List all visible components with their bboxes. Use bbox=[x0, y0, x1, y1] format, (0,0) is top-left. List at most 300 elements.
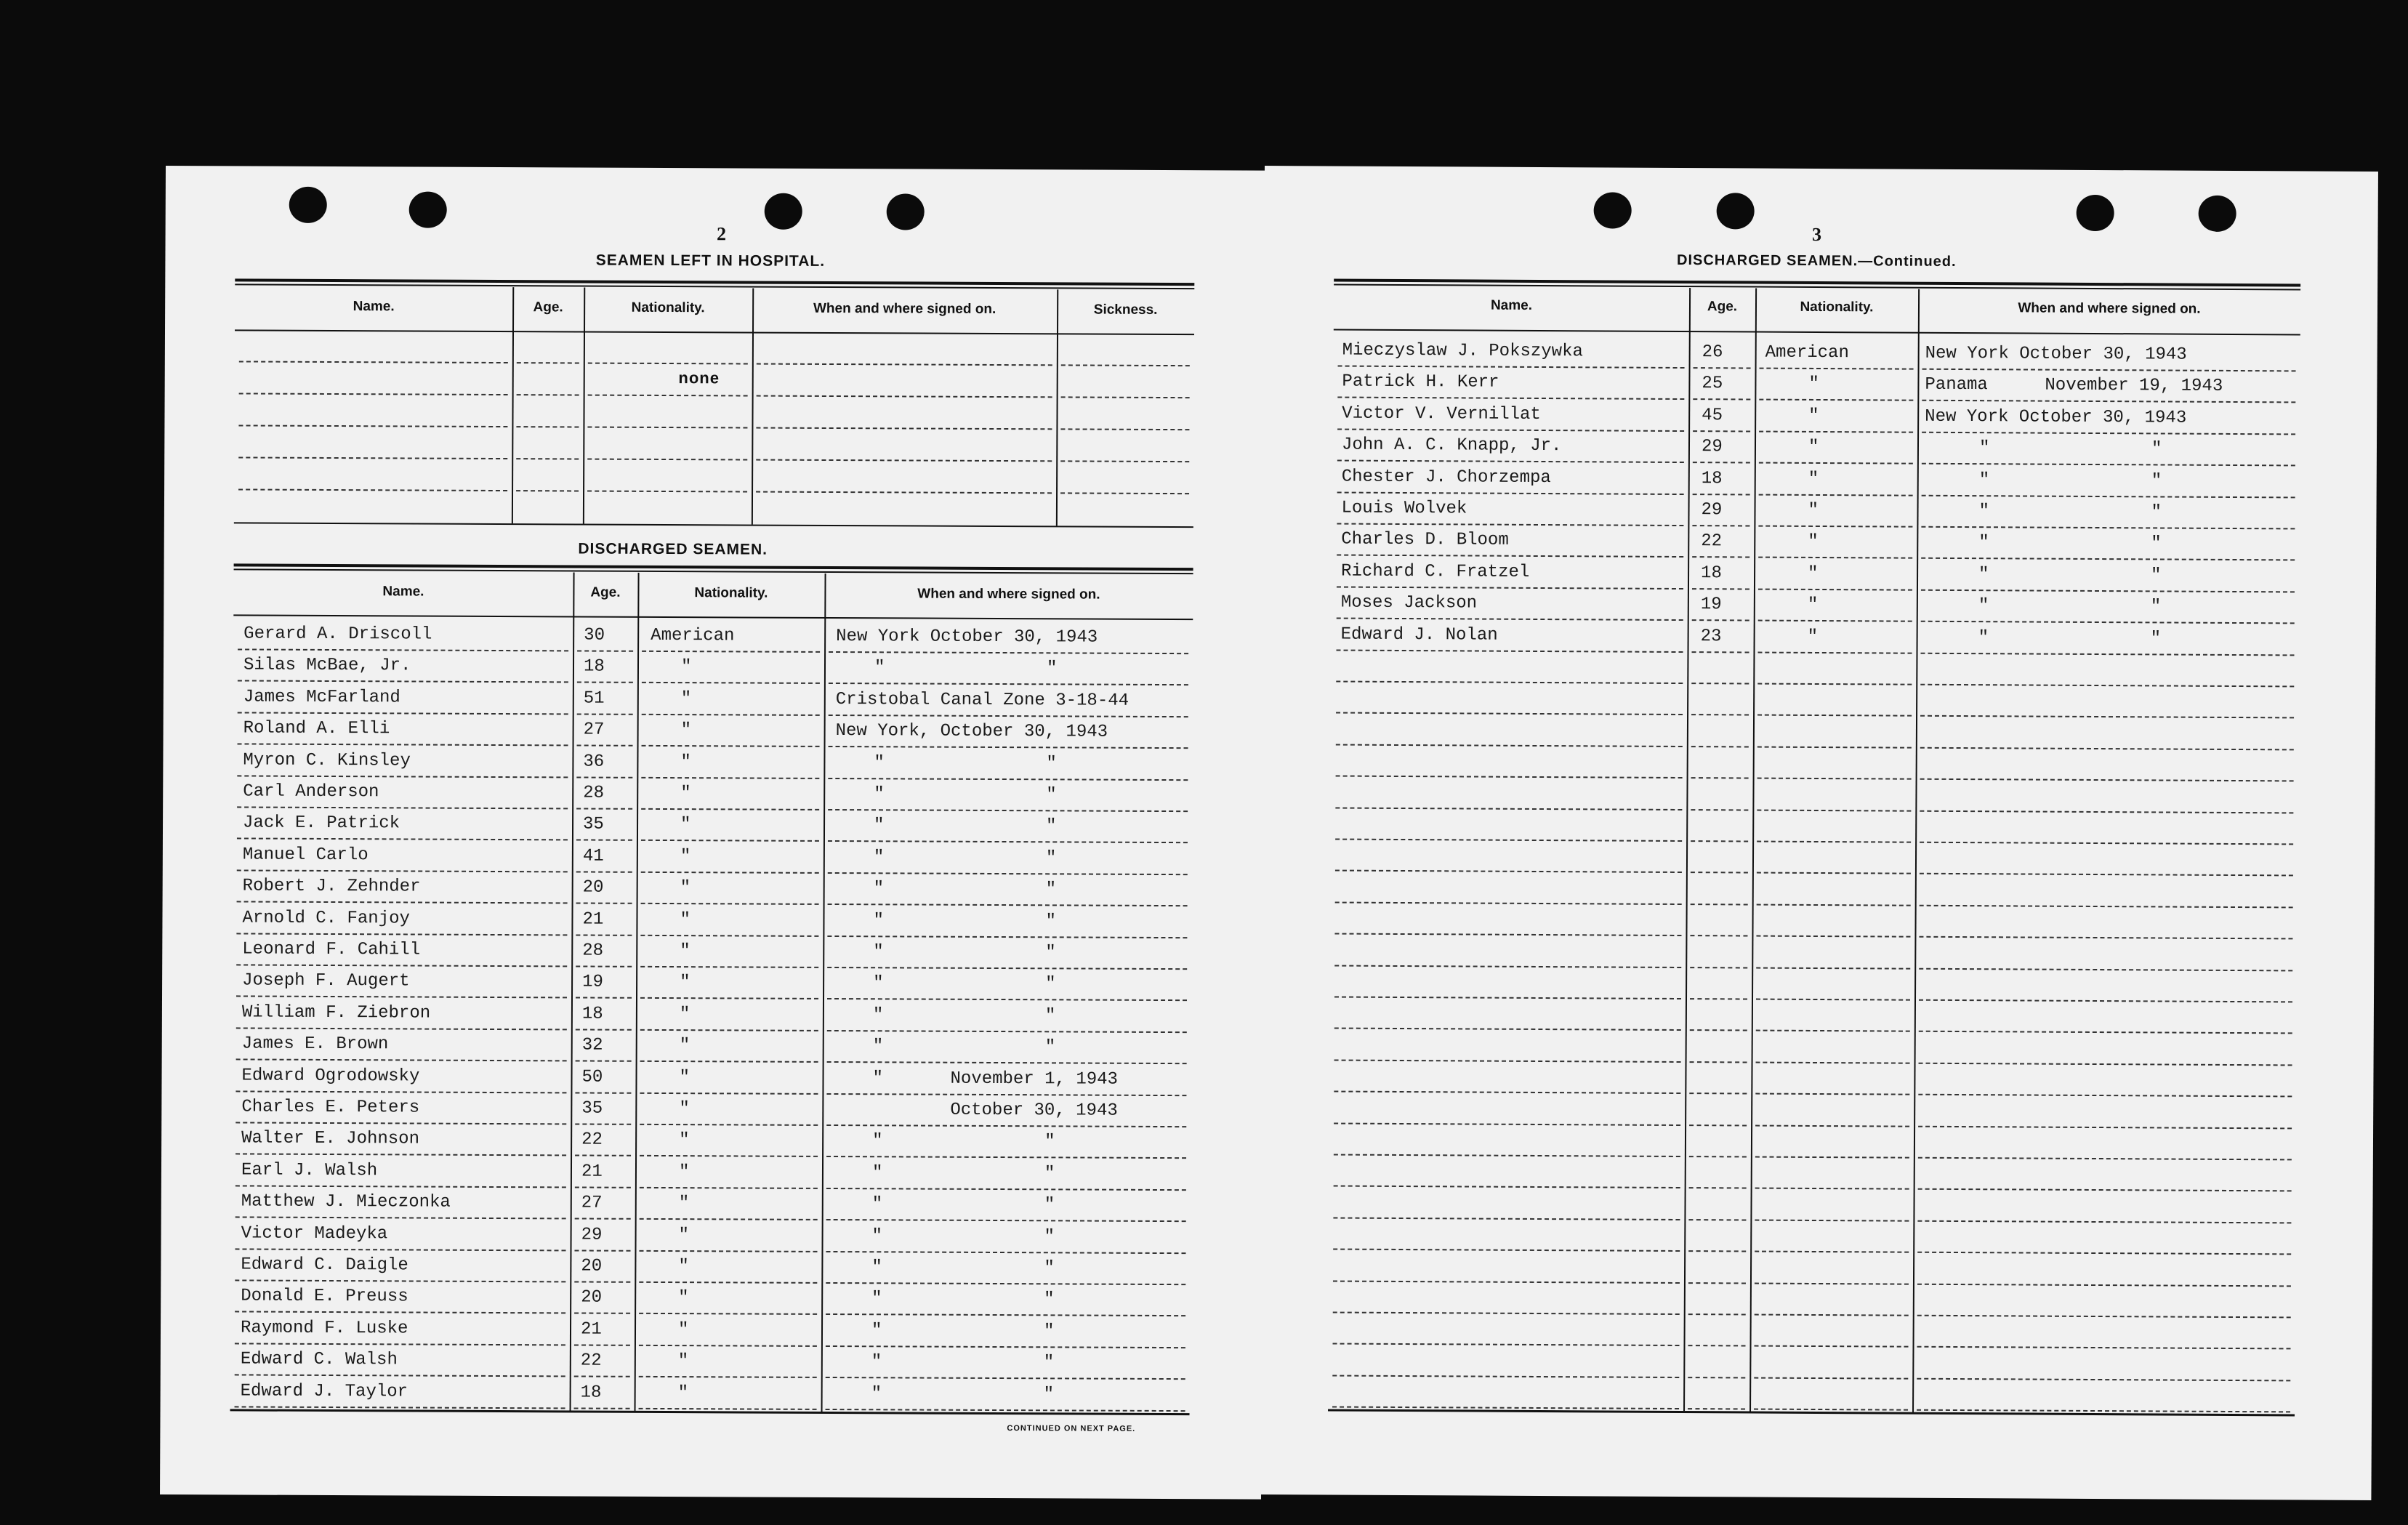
seaman-age: 21 bbox=[582, 909, 604, 930]
ruled-line bbox=[574, 1281, 630, 1282]
ruled-line bbox=[642, 682, 820, 684]
column-divider bbox=[821, 574, 826, 1412]
ruled-line bbox=[1061, 364, 1190, 366]
ruled-line bbox=[1336, 776, 1683, 778]
ruled-line bbox=[1334, 1154, 1680, 1157]
seaman-name: Edward C. Walsh bbox=[240, 1349, 398, 1370]
ruled-line bbox=[639, 1250, 817, 1252]
signed-on-date: " bbox=[1045, 911, 1056, 931]
seaman-nationality: " bbox=[679, 1099, 690, 1119]
seaman-name: James McFarland bbox=[243, 687, 400, 708]
ruled-line bbox=[1759, 462, 1913, 464]
ruled-line bbox=[1692, 619, 1749, 621]
signed-on-date: " bbox=[1044, 1195, 1055, 1215]
ruled-line bbox=[757, 395, 1052, 398]
seaman-name: Edward J. Taylor bbox=[240, 1381, 408, 1402]
signed-on-date: " bbox=[1044, 1006, 1056, 1026]
ruled-line bbox=[1922, 494, 2295, 498]
seaman-age: 28 bbox=[583, 783, 605, 803]
ruled-line bbox=[238, 456, 507, 459]
ruled-line bbox=[1336, 681, 1683, 684]
signed-on-date: " bbox=[2151, 439, 2162, 459]
column-header: Nationality. bbox=[694, 585, 768, 601]
column-divider bbox=[512, 287, 514, 523]
signed-on-place: " bbox=[874, 784, 885, 805]
seaman-name: Roland A. Elli bbox=[243, 718, 390, 739]
ruled-line bbox=[1918, 1125, 2292, 1129]
ruled-line bbox=[756, 491, 1052, 494]
ruled-line bbox=[1922, 463, 2295, 467]
ruled-line bbox=[236, 933, 567, 935]
signed-on-place: " bbox=[1978, 502, 1989, 522]
signed-on-date: " bbox=[1045, 816, 1057, 837]
ruled-line bbox=[1691, 840, 1748, 842]
hospital-table bbox=[166, 166, 1267, 171]
ruled-line bbox=[1759, 430, 1913, 432]
ruled-line bbox=[1334, 997, 1681, 999]
signed-on-place: " bbox=[871, 1226, 883, 1246]
seaman-age: 21 bbox=[581, 1162, 603, 1182]
signed-on-place: New York October 30, 1943 bbox=[836, 627, 1098, 648]
ruled-line bbox=[516, 490, 579, 491]
ruled-line bbox=[238, 424, 507, 427]
signed-on-place: " bbox=[872, 1037, 884, 1057]
ruled-line bbox=[576, 808, 632, 809]
signed-on-place: " bbox=[874, 658, 885, 678]
ruled-line bbox=[1754, 1409, 1908, 1411]
ruled-line bbox=[1333, 1343, 1680, 1346]
seaman-name: John A. C. Knapp, Jr. bbox=[1341, 435, 1562, 456]
signed-on-place: " bbox=[1978, 533, 1989, 553]
punch-hole bbox=[887, 193, 925, 230]
seaman-nationality: " bbox=[1807, 627, 1819, 647]
ruled-line bbox=[1689, 1124, 1747, 1126]
column-divider bbox=[1683, 288, 1691, 1411]
ruled-line bbox=[577, 713, 633, 715]
signed-on-place: New York, October 30, 1943 bbox=[835, 721, 1108, 742]
seaman-age: 19 bbox=[582, 972, 603, 993]
seaman-nationality: " bbox=[677, 1351, 689, 1372]
seaman-nationality: " bbox=[680, 973, 690, 993]
seaman-nationality: " bbox=[1808, 500, 1819, 520]
ruled-line bbox=[577, 650, 633, 651]
ruled-line bbox=[1337, 460, 1684, 463]
seaman-name: Louis Wolvek bbox=[1341, 498, 1467, 519]
ruled-line bbox=[1755, 1219, 1909, 1221]
column-divider bbox=[752, 289, 754, 525]
column-header: When and where signed on. bbox=[917, 586, 1100, 603]
ruled-line bbox=[756, 459, 1052, 462]
punch-hole bbox=[409, 191, 447, 228]
seaman-nationality: " bbox=[1808, 532, 1819, 552]
seaman-nationality: American bbox=[651, 625, 735, 646]
ruled-line bbox=[1756, 935, 1910, 938]
seaman-name: Edward Ogrodowsky bbox=[241, 1066, 420, 1087]
ruled-line bbox=[576, 1061, 632, 1062]
punch-hole bbox=[1594, 192, 1632, 228]
ruled-line bbox=[1920, 715, 2294, 719]
ruled-line bbox=[236, 1027, 567, 1030]
seaman-name: Robert J. Zehnder bbox=[242, 876, 421, 897]
ruled-line bbox=[1688, 1282, 1746, 1284]
ruled-line bbox=[1692, 525, 1749, 526]
signed-on-place: " bbox=[872, 1131, 883, 1151]
seaman-name: Joseph F. Augert bbox=[242, 970, 410, 991]
ruled-line bbox=[1755, 1156, 1909, 1159]
ruled-line bbox=[236, 964, 567, 967]
signed-on-date: " bbox=[1044, 1289, 1055, 1310]
ruled-line bbox=[1920, 873, 2293, 877]
signed-on-place: " bbox=[873, 816, 885, 836]
ruled-line bbox=[576, 934, 632, 935]
seaman-name: Matthew J. Mieczonka bbox=[241, 1191, 451, 1212]
signed-on-date: " bbox=[1043, 1321, 1055, 1342]
ruled-line bbox=[575, 1092, 631, 1093]
continued-footer: CONTINUED ON NEXT PAGE. bbox=[1007, 1424, 1136, 1433]
column-header: Sickness. bbox=[1093, 302, 1158, 318]
hospital-section-title: SEAMEN LEFT IN HOSPITAL. bbox=[595, 252, 826, 270]
ruled-line bbox=[1691, 809, 1748, 810]
signed-on-place: New York October 30, 1943 bbox=[1925, 343, 2187, 365]
continued-section-title: DISCHARGED SEAMEN.—Continued. bbox=[1676, 252, 1957, 270]
seaman-name: Myron C. Kinsley bbox=[243, 750, 411, 771]
ruled-line bbox=[1918, 1094, 2292, 1098]
ruled-line bbox=[235, 1185, 566, 1188]
ruled-line bbox=[588, 363, 748, 365]
ruled-line bbox=[827, 935, 1187, 938]
signed-on-place: " bbox=[873, 973, 884, 994]
seaman-age: 26 bbox=[1702, 342, 1723, 363]
ruled-line bbox=[1922, 400, 2295, 403]
ruled-line bbox=[1336, 744, 1683, 747]
ruled-line bbox=[574, 1250, 630, 1251]
seaman-age: 45 bbox=[1702, 405, 1723, 426]
ruled-line bbox=[828, 840, 1188, 843]
signed-on-place: " bbox=[1978, 627, 1989, 648]
ruled-line bbox=[1759, 399, 1913, 401]
signed-on-place: Cristobal Canal Zone 3-18-44 bbox=[835, 689, 1129, 711]
punch-hole bbox=[1717, 193, 1755, 229]
column-header: When and where signed on. bbox=[2018, 300, 2201, 317]
signed-on-date: " bbox=[1045, 943, 1056, 963]
ruled-line bbox=[639, 1281, 817, 1284]
ruled-line bbox=[1756, 967, 1910, 969]
ruled-line bbox=[829, 746, 1188, 749]
seaman-name: Donald E. Preuss bbox=[241, 1286, 408, 1307]
signed-on-date: " bbox=[2151, 534, 2162, 554]
ruled-line bbox=[1758, 526, 1912, 528]
seaman-nationality: " bbox=[678, 1288, 689, 1308]
ruled-line bbox=[1691, 746, 1749, 747]
ruled-line bbox=[1920, 747, 2294, 751]
ruled-line bbox=[1757, 746, 1912, 748]
ruled-line bbox=[1919, 936, 2292, 940]
ruled-line bbox=[235, 1311, 565, 1314]
seaman-age: 35 bbox=[582, 814, 604, 835]
ruled-line bbox=[575, 1218, 631, 1220]
ruled-line bbox=[1922, 432, 2295, 435]
ruled-line bbox=[1692, 556, 1749, 558]
ruled-line bbox=[238, 488, 507, 491]
ruled-line bbox=[1689, 1093, 1747, 1094]
signed-on-date: " bbox=[1046, 659, 1058, 679]
ruled-line bbox=[1917, 1220, 2291, 1224]
ruled-line bbox=[1334, 965, 1681, 967]
signed-on-date: " bbox=[2150, 597, 2162, 617]
ruled-line bbox=[828, 872, 1188, 875]
ruled-line bbox=[238, 680, 568, 683]
seaman-age: 18 bbox=[580, 1383, 602, 1403]
column-divider bbox=[1749, 289, 1757, 1412]
ruled-line bbox=[1917, 1346, 2290, 1350]
signed-on-date: " bbox=[1046, 753, 1057, 773]
ruled-line bbox=[517, 362, 579, 363]
ruled-line bbox=[641, 776, 819, 778]
ruled-line bbox=[1922, 369, 2296, 372]
ruled-line bbox=[1334, 933, 1681, 936]
seaman-name: Carl Anderson bbox=[243, 781, 379, 802]
signed-on-date: " bbox=[2151, 502, 2162, 523]
seaman-nationality: " bbox=[680, 846, 691, 866]
ruled-line bbox=[642, 651, 820, 653]
seaman-name: Charles D. Bloom bbox=[1341, 529, 1509, 551]
ruled-line bbox=[1691, 777, 1749, 778]
ruled-line bbox=[235, 1122, 566, 1124]
ruled-line bbox=[1337, 618, 1683, 621]
seaman-name: Victor Madeyka bbox=[241, 1223, 388, 1244]
punch-hole bbox=[289, 187, 327, 223]
ruled-line bbox=[1757, 809, 1911, 811]
ruled-line bbox=[1757, 872, 1911, 874]
ruled-line bbox=[575, 1155, 631, 1156]
column-header: Age. bbox=[590, 584, 621, 600]
ruled-line bbox=[1755, 1093, 1909, 1095]
signed-on-place: " bbox=[874, 752, 885, 773]
rule bbox=[234, 522, 1193, 528]
ruled-line bbox=[1757, 683, 1912, 685]
ruled-line bbox=[587, 427, 747, 429]
ruled-line bbox=[826, 1093, 1186, 1096]
signed-on-date: " bbox=[1043, 1384, 1055, 1404]
ruled-line bbox=[1335, 839, 1682, 842]
ruled-line bbox=[639, 1376, 817, 1378]
signed-on-date: " bbox=[2151, 470, 2162, 491]
ruled-line bbox=[1060, 428, 1189, 430]
ruled-line bbox=[1333, 1249, 1680, 1252]
seaman-name: Walter E. Johnson bbox=[241, 1128, 420, 1149]
ruled-line bbox=[1332, 1375, 1679, 1377]
column-header: Nationality. bbox=[631, 299, 705, 316]
ruled-line bbox=[1691, 714, 1749, 715]
column-divider bbox=[583, 288, 585, 524]
ruled-line bbox=[1688, 1219, 1746, 1220]
signed-on-place: " bbox=[1978, 596, 1989, 616]
ruled-line bbox=[1688, 1345, 1746, 1346]
seaman-age: 18 bbox=[1701, 468, 1723, 488]
ruled-line bbox=[640, 934, 818, 936]
signed-on-date: November 1, 1943 bbox=[950, 1069, 1119, 1090]
seaman-age: 35 bbox=[581, 1098, 603, 1119]
seaman-age: 19 bbox=[1700, 595, 1722, 615]
ruled-line bbox=[236, 1059, 567, 1062]
ruled-line bbox=[826, 1377, 1185, 1380]
seaman-nationality: " bbox=[1808, 406, 1819, 426]
signed-on-place: " bbox=[871, 1352, 882, 1372]
seaman-name: Raymond F. Luske bbox=[240, 1318, 408, 1339]
seaman-name: Edward J. Nolan bbox=[1340, 624, 1498, 645]
ruled-line bbox=[516, 458, 579, 459]
ruled-line bbox=[1758, 651, 1912, 653]
signed-on-date: " bbox=[2150, 628, 2162, 649]
ruled-line bbox=[1334, 1028, 1681, 1031]
ruled-line bbox=[826, 1156, 1186, 1159]
ruled-line bbox=[641, 840, 819, 842]
ruled-line bbox=[1335, 870, 1682, 873]
ruled-line bbox=[826, 1188, 1186, 1191]
seaman-name: James E. Brown bbox=[241, 1034, 389, 1055]
signed-on-place: " bbox=[873, 879, 885, 899]
seaman-age: 21 bbox=[580, 1319, 602, 1340]
ruled-line bbox=[1755, 1282, 1909, 1284]
hospital-entry: none bbox=[678, 369, 720, 387]
ruled-line bbox=[826, 1282, 1185, 1285]
ruled-line bbox=[1757, 904, 1911, 906]
seaman-age: 22 bbox=[581, 1130, 603, 1151]
ruled-line bbox=[1756, 1030, 1910, 1032]
ruled-line bbox=[576, 997, 632, 999]
ruled-line bbox=[1920, 652, 2294, 656]
seaman-name: Richard C. Fratzel bbox=[1341, 561, 1530, 582]
ruled-line bbox=[1921, 526, 2295, 530]
signed-on-date: " bbox=[1044, 1037, 1056, 1058]
ruled-line bbox=[826, 1219, 1186, 1222]
discharged-section-title: DISCHARGED SEAMEN. bbox=[578, 540, 768, 558]
ruled-line bbox=[1756, 999, 1910, 1001]
ruled-line bbox=[828, 809, 1188, 812]
seaman-age: 20 bbox=[582, 877, 604, 898]
seaman-nationality: " bbox=[678, 1162, 690, 1182]
seaman-age: 22 bbox=[580, 1351, 602, 1371]
seaman-age: 23 bbox=[1700, 626, 1722, 646]
rule bbox=[235, 329, 1194, 335]
ruled-line bbox=[1919, 1063, 2292, 1066]
ruled-line bbox=[235, 1248, 565, 1251]
rule bbox=[1334, 329, 2300, 335]
seaman-age: 18 bbox=[583, 656, 605, 677]
ruled-line bbox=[641, 903, 819, 905]
ruled-line bbox=[237, 775, 568, 778]
ruled-line bbox=[1760, 368, 1914, 370]
ruled-line bbox=[237, 806, 568, 809]
ruled-line bbox=[577, 745, 633, 747]
ruled-line bbox=[576, 1029, 632, 1030]
column-divider bbox=[570, 572, 575, 1410]
ruled-line bbox=[1694, 367, 1751, 369]
ruled-line bbox=[826, 1313, 1185, 1316]
ruled-line bbox=[1758, 588, 1912, 590]
signed-on-date: " bbox=[1044, 1258, 1055, 1279]
ruled-line bbox=[1688, 1313, 1746, 1315]
signed-on-place: " bbox=[871, 1194, 883, 1215]
seaman-name: Manuel Carlo bbox=[242, 845, 369, 866]
ruled-line bbox=[1917, 1252, 2291, 1255]
seaman-name: Earl J. Walsh bbox=[241, 1160, 378, 1181]
seaman-name: Patrick H. Kerr bbox=[1342, 371, 1499, 393]
ruled-line bbox=[238, 744, 568, 747]
ruled-line bbox=[1337, 428, 1684, 431]
ruled-line bbox=[574, 1376, 630, 1377]
ruled-line bbox=[641, 808, 819, 810]
ruled-line bbox=[1693, 462, 1750, 463]
punch-hole bbox=[2199, 196, 2236, 232]
ruled-line bbox=[1693, 430, 1750, 432]
ruled-line bbox=[826, 1345, 1185, 1348]
signed-on-date: " bbox=[1046, 785, 1057, 805]
signed-on-place: New York October 30, 1943 bbox=[1925, 406, 2187, 428]
ruled-line bbox=[587, 491, 747, 493]
seaman-nationality: " bbox=[678, 1225, 690, 1245]
ruled-line bbox=[827, 1030, 1187, 1033]
seaman-name: Leonard F. Cahill bbox=[242, 939, 421, 960]
ruled-line bbox=[1333, 1280, 1680, 1283]
ruled-line bbox=[1758, 557, 1912, 559]
ruled-line bbox=[576, 776, 632, 778]
ruled-line bbox=[1757, 841, 1911, 843]
signed-on-place: " bbox=[871, 1289, 882, 1309]
column-header: When and where signed on. bbox=[813, 300, 996, 317]
seaman-name: Silas McBae, Jr. bbox=[243, 655, 411, 676]
ruled-line bbox=[235, 1343, 565, 1345]
ruled-line bbox=[237, 901, 568, 904]
ruled-line bbox=[1756, 1061, 1910, 1063]
seaman-age: 18 bbox=[581, 1004, 603, 1024]
ruled-line bbox=[576, 840, 632, 841]
signed-on-place: " bbox=[871, 1321, 882, 1341]
punch-hole bbox=[765, 193, 802, 230]
ruled-line bbox=[237, 838, 568, 841]
ruled-line bbox=[828, 904, 1188, 906]
seaman-nationality: " bbox=[680, 909, 690, 930]
signed-on-place: " bbox=[872, 1005, 884, 1026]
column-header: Name. bbox=[353, 299, 395, 315]
seaman-age: 50 bbox=[581, 1067, 603, 1087]
ruled-line bbox=[827, 1061, 1187, 1064]
signed-on-place: " bbox=[871, 1163, 883, 1183]
ruled-line bbox=[829, 651, 1188, 654]
ruled-line bbox=[1693, 398, 1750, 400]
seaman-nationality: " bbox=[680, 815, 691, 835]
ruled-line bbox=[1337, 555, 1683, 558]
ruled-line bbox=[1690, 935, 1747, 936]
ruled-line bbox=[1918, 1157, 2292, 1161]
column-divider bbox=[635, 573, 640, 1411]
ruled-line bbox=[1690, 1061, 1747, 1063]
column-header: Age. bbox=[1707, 299, 1738, 315]
ruled-line bbox=[640, 1187, 818, 1189]
seaman-age: 18 bbox=[1701, 563, 1722, 584]
signed-on-place: " bbox=[873, 848, 885, 868]
seaman-nationality: " bbox=[1808, 469, 1819, 489]
ruled-line bbox=[235, 1154, 566, 1156]
rule bbox=[233, 614, 1193, 620]
seaman-age: 28 bbox=[582, 941, 604, 961]
signed-on-place: " bbox=[873, 942, 884, 962]
ruled-line bbox=[641, 872, 819, 874]
ruled-line bbox=[1758, 620, 1912, 622]
ruled-line bbox=[1755, 1188, 1909, 1190]
ruled-line bbox=[239, 361, 508, 363]
ruled-line bbox=[1689, 1187, 1747, 1188]
